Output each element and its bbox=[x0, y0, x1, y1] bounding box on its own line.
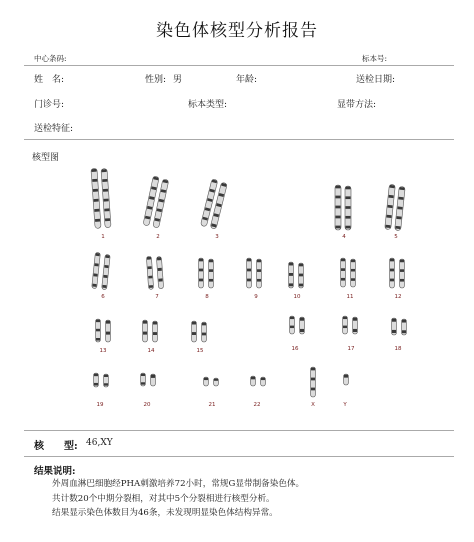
chromosome-label-14: 14 bbox=[147, 348, 155, 354]
chromosome-band bbox=[300, 329, 304, 332]
chromosome-band bbox=[91, 169, 96, 172]
chromosome-label-17: 17 bbox=[347, 346, 355, 352]
chromosome-band bbox=[400, 260, 404, 263]
chromosome-band bbox=[102, 179, 107, 182]
submit-date-label: 送检日期: bbox=[356, 75, 396, 85]
chromosome-label-5: 5 bbox=[394, 234, 398, 240]
chromosome-band bbox=[346, 196, 351, 199]
chromosome-label-22: 22 bbox=[253, 402, 261, 408]
chromatid bbox=[200, 179, 217, 227]
result-line-2: 共计数20个中期分裂相，对其中5个分裂相进行核型分析。 bbox=[52, 494, 275, 504]
chromosome-band bbox=[289, 283, 293, 286]
info-divider bbox=[24, 139, 454, 140]
chromosome-band bbox=[104, 375, 108, 377]
chromosome-band bbox=[300, 318, 304, 321]
chromosome-band bbox=[392, 319, 396, 322]
chromosome-pair-2 bbox=[143, 176, 169, 228]
chromosome-band bbox=[247, 269, 251, 272]
chromosome-band bbox=[397, 206, 402, 209]
chromosome-band bbox=[95, 219, 100, 222]
chromosome-pair-13 bbox=[96, 319, 111, 342]
center-code-label: 中心条码: bbox=[34, 54, 67, 63]
chromosome-band bbox=[346, 187, 351, 190]
chromosome-pair-Y bbox=[344, 374, 349, 385]
chromosome-band bbox=[211, 223, 217, 227]
chromatid bbox=[91, 168, 101, 228]
chromosome-band bbox=[147, 206, 152, 210]
chromosome-label-15: 15 bbox=[196, 348, 204, 354]
chromatid bbox=[143, 176, 159, 226]
chromosome-band bbox=[158, 268, 162, 271]
chromosome-band bbox=[299, 264, 303, 267]
chromosome-band bbox=[221, 183, 227, 187]
chromatid bbox=[247, 258, 252, 288]
chromosome-band bbox=[251, 377, 255, 380]
chromosome-band bbox=[390, 185, 395, 188]
chromosome-pair-21 bbox=[204, 377, 219, 386]
chromosome-band bbox=[207, 198, 212, 202]
chromosome-band bbox=[93, 189, 98, 192]
result-line-1: 外周血淋巴细胞经PHA刺激培养72小时，常规G显带制备染色体。 bbox=[52, 479, 305, 489]
chromatid bbox=[101, 169, 111, 228]
chromosome-band bbox=[96, 338, 100, 341]
chromosome-pair-7 bbox=[146, 256, 163, 290]
chromatid bbox=[141, 373, 146, 386]
chromatid bbox=[345, 186, 351, 230]
chromosome-label-21: 21 bbox=[208, 402, 216, 408]
chromosome-band bbox=[104, 383, 108, 385]
chromatid bbox=[299, 263, 304, 288]
chromosome-pair-12 bbox=[390, 258, 405, 288]
chromosome-band bbox=[388, 195, 393, 198]
chromosome-band bbox=[400, 279, 404, 282]
chromosome-label-4: 4 bbox=[342, 234, 346, 240]
chromosome-band bbox=[336, 186, 341, 189]
chromatid bbox=[400, 259, 405, 288]
chromosome-band bbox=[163, 180, 168, 184]
chromosome-label-18: 18 bbox=[394, 346, 402, 352]
chromosome-band bbox=[214, 379, 218, 381]
chromosome-band bbox=[396, 216, 401, 219]
chromatid bbox=[210, 182, 227, 229]
chromosome-band bbox=[92, 179, 97, 182]
karyotype-value: 46,XY bbox=[86, 438, 113, 448]
chromatid bbox=[395, 186, 406, 230]
chromosome-band bbox=[96, 329, 100, 332]
result-title: 结果说明: bbox=[34, 466, 76, 477]
chromosome-band bbox=[390, 259, 394, 262]
chromatid bbox=[202, 322, 207, 342]
chromosome-pair-3 bbox=[200, 179, 227, 229]
chromatid bbox=[311, 367, 316, 397]
chromosome-band bbox=[289, 273, 293, 276]
chromatid bbox=[209, 259, 214, 288]
chromosome-label-X: X bbox=[311, 402, 315, 408]
chromosome-band bbox=[214, 213, 220, 217]
chromosome-pair-X bbox=[311, 367, 316, 397]
chromosome-band bbox=[92, 284, 96, 287]
chromosome-band bbox=[143, 332, 147, 335]
sample-type-label: 标本类型: bbox=[188, 100, 228, 110]
chromosome-band bbox=[205, 207, 210, 211]
chromatid bbox=[390, 258, 395, 288]
chromosome-band bbox=[351, 269, 355, 272]
chromosome-band bbox=[385, 225, 390, 228]
chromatid bbox=[392, 318, 397, 335]
chromosome-band bbox=[106, 332, 110, 335]
chromatid bbox=[290, 316, 295, 334]
karyogram-divider bbox=[24, 430, 454, 431]
chromosome-band bbox=[202, 323, 206, 326]
chromosome-band bbox=[247, 259, 251, 262]
chromosome-band bbox=[219, 193, 225, 197]
chromosome-band bbox=[153, 177, 158, 181]
submit-features-label: 送检特征: bbox=[34, 124, 74, 134]
chromosome-band bbox=[343, 317, 347, 319]
chromosome-pair-11 bbox=[341, 258, 356, 287]
chromosome-band bbox=[209, 269, 213, 272]
chromosome-pair-17 bbox=[343, 316, 358, 334]
chromosome-band bbox=[157, 257, 161, 260]
chromosome-label-1: 1 bbox=[101, 234, 105, 240]
chromatid bbox=[192, 321, 197, 342]
chromosome-band bbox=[105, 255, 109, 258]
chromosome-band bbox=[192, 332, 196, 335]
chromatid bbox=[385, 184, 396, 229]
chromosome-band bbox=[158, 278, 162, 281]
chromatid bbox=[143, 320, 148, 342]
chromatid bbox=[151, 374, 156, 386]
outpatient-no-label: 门诊号: bbox=[34, 100, 65, 110]
chromosome-label-3: 3 bbox=[215, 234, 219, 240]
chromatid bbox=[335, 185, 341, 230]
chromosome-band bbox=[141, 374, 145, 376]
chromosome-band bbox=[212, 179, 217, 183]
chromosome-band bbox=[199, 279, 203, 282]
chromosome-band bbox=[392, 330, 396, 333]
chromosome-band bbox=[209, 260, 213, 263]
chromosome-pair-20 bbox=[141, 373, 156, 386]
chromosome-pair-19 bbox=[94, 373, 109, 387]
chromosome-band bbox=[398, 197, 403, 200]
chromosome-band bbox=[402, 320, 406, 323]
chromosome-pair-15 bbox=[192, 321, 207, 342]
chromosome-band bbox=[299, 284, 303, 287]
chromosome-band bbox=[390, 269, 394, 272]
chromosome-band bbox=[148, 266, 152, 269]
chromosome-band bbox=[386, 215, 391, 218]
chromosome-band bbox=[104, 208, 109, 211]
chromosome-band bbox=[336, 206, 341, 209]
chromatid bbox=[146, 256, 153, 289]
chromosome-band bbox=[216, 203, 222, 207]
chromosome-pair-16 bbox=[290, 316, 305, 334]
chromosome-band bbox=[96, 253, 100, 256]
chromosome-band bbox=[341, 259, 345, 262]
chromosome-band bbox=[289, 263, 293, 266]
banding-method-label: 显带方法: bbox=[337, 100, 377, 110]
chromosome-label-10: 10 bbox=[293, 294, 301, 300]
chromosome-pair-18 bbox=[392, 318, 407, 335]
chromatid bbox=[153, 321, 158, 342]
chromosome-band bbox=[104, 265, 108, 268]
chromosome-band bbox=[93, 273, 97, 276]
chromosome-label-13: 13 bbox=[99, 348, 107, 354]
chromatid bbox=[402, 319, 407, 335]
chromosome-label-9: 9 bbox=[254, 294, 258, 300]
chromatid bbox=[153, 179, 169, 228]
chromosome-label-6: 6 bbox=[101, 294, 105, 300]
chromosome-pair-1 bbox=[91, 168, 111, 229]
chromosome-band bbox=[149, 285, 153, 288]
sample-no-label: 标本号: bbox=[362, 54, 388, 63]
chromatid bbox=[102, 254, 111, 289]
chromosome-pair-14 bbox=[143, 320, 158, 342]
chromosome-band bbox=[353, 318, 357, 321]
chromosome-band bbox=[336, 196, 341, 199]
chromosome-band bbox=[399, 187, 404, 190]
chromatid bbox=[94, 373, 99, 387]
chromatid bbox=[204, 377, 209, 386]
chromosome-pair-9 bbox=[247, 258, 262, 288]
chromosome-band bbox=[148, 276, 152, 279]
chromosome-label-11: 11 bbox=[346, 294, 354, 300]
report-title: 染色体核型分析报告 bbox=[156, 21, 318, 41]
chromosome-band bbox=[336, 216, 341, 219]
chromosome-band bbox=[247, 279, 251, 282]
name-label: 姓 名: bbox=[34, 75, 65, 85]
chromosome-band bbox=[104, 199, 109, 202]
chromosome-band bbox=[102, 169, 107, 172]
chromatid bbox=[341, 258, 346, 287]
result-line-3: 结果显示染色体数目为46条，未发现明显染色体结构异常。 bbox=[52, 508, 278, 518]
chromosome-band bbox=[395, 226, 400, 229]
chromosome-label-20: 20 bbox=[143, 402, 151, 408]
chromosome-band bbox=[106, 321, 110, 324]
header-divider bbox=[24, 65, 454, 66]
chromosome-band bbox=[153, 322, 157, 325]
chromosome-band bbox=[94, 199, 99, 202]
chromosome-band bbox=[202, 333, 206, 336]
chromosome-label-7: 7 bbox=[155, 294, 159, 300]
chromosome-band bbox=[346, 226, 351, 229]
chromosome-band bbox=[155, 218, 160, 222]
chromosome-band bbox=[209, 279, 213, 282]
chromosome-band bbox=[159, 199, 164, 203]
chromosome-pair-5 bbox=[385, 184, 406, 230]
chromosome-band bbox=[161, 189, 166, 193]
chromosome-band bbox=[336, 226, 341, 229]
chromatid bbox=[156, 257, 163, 289]
sex-label: 性别: bbox=[145, 75, 167, 85]
chromosome-band bbox=[96, 320, 100, 323]
chromosome-label-19: 19 bbox=[96, 402, 104, 408]
chromosome-band bbox=[290, 317, 294, 319]
chromosome-band bbox=[147, 257, 151, 260]
chromosome-label-12: 12 bbox=[394, 294, 402, 300]
karyotype-label: 核 型: bbox=[34, 441, 78, 452]
chromosome-band bbox=[157, 208, 162, 212]
chromatid bbox=[104, 374, 109, 387]
chromatid bbox=[289, 262, 294, 288]
chromosome-band bbox=[346, 216, 351, 219]
chromosome-label-16: 16 bbox=[291, 346, 299, 352]
chromatid bbox=[300, 317, 305, 334]
chromosome-band bbox=[390, 279, 394, 282]
chromosome-band bbox=[151, 186, 156, 190]
chromosome-pair-10 bbox=[289, 262, 304, 288]
chromatid bbox=[199, 258, 204, 288]
chromatid bbox=[96, 319, 101, 342]
chromosome-band bbox=[192, 322, 196, 325]
chromosome-pair-22 bbox=[251, 376, 266, 386]
chromosome-band bbox=[343, 326, 347, 328]
karyogram-label: 核型图 bbox=[32, 153, 60, 163]
chromosome-band bbox=[257, 260, 261, 263]
chromosome-band bbox=[209, 189, 214, 193]
chromosome-band bbox=[94, 374, 98, 377]
chromatid bbox=[251, 376, 256, 386]
chromosome-band bbox=[261, 378, 265, 380]
chromatid bbox=[353, 317, 358, 334]
chromosome-label-Y: Y bbox=[343, 402, 347, 408]
chromosome-band bbox=[102, 285, 106, 288]
chromosome-band bbox=[351, 278, 355, 281]
chromosome-band bbox=[202, 217, 207, 221]
chromosome-band bbox=[299, 274, 303, 277]
chromosome-band bbox=[311, 368, 315, 371]
chromosome-band bbox=[199, 259, 203, 262]
chromosome-band bbox=[290, 326, 294, 328]
chromatid bbox=[92, 252, 101, 288]
chromatid bbox=[261, 377, 266, 386]
chromosome-band bbox=[346, 206, 351, 209]
chromatid bbox=[351, 259, 356, 287]
chromatid bbox=[343, 316, 348, 334]
chromosome-band bbox=[204, 378, 208, 380]
chromosome-band bbox=[402, 330, 406, 333]
chromatid bbox=[106, 320, 111, 342]
chromosome-label-8: 8 bbox=[205, 294, 209, 300]
chromosome-band bbox=[353, 329, 357, 332]
sex-value: 男 bbox=[173, 75, 183, 85]
chromosome-band bbox=[400, 269, 404, 272]
chromosome-band bbox=[143, 321, 147, 324]
chromosome-band bbox=[344, 375, 348, 378]
chromosome-pair-4 bbox=[335, 185, 351, 230]
chromosome-band bbox=[149, 196, 154, 200]
chromosome-band bbox=[311, 388, 315, 391]
chromosome-band bbox=[94, 209, 99, 212]
chromosome-band bbox=[341, 278, 345, 281]
chromatid bbox=[214, 378, 219, 386]
age-label: 年龄: bbox=[236, 75, 258, 85]
chromosome-band bbox=[153, 332, 157, 335]
chromosome-band bbox=[341, 268, 345, 271]
chromatid bbox=[344, 374, 349, 385]
chromosome-band bbox=[351, 260, 355, 263]
chromosome-pair-6 bbox=[92, 252, 111, 289]
chromosome-band bbox=[94, 263, 98, 266]
chromosome-band bbox=[151, 375, 155, 378]
chromosome-band bbox=[94, 383, 98, 386]
chromosome-band bbox=[103, 189, 108, 192]
chromosome-band bbox=[257, 269, 261, 272]
chromosome-band bbox=[103, 275, 107, 278]
chromosome-band bbox=[311, 378, 315, 381]
chromosome-band bbox=[387, 205, 392, 208]
chromosome-band bbox=[199, 269, 203, 272]
karyotype-divider bbox=[24, 456, 454, 457]
chromosome-band bbox=[105, 218, 110, 221]
chromosome-band bbox=[257, 279, 261, 282]
chromosome-band bbox=[141, 382, 145, 384]
chromosome-label-2: 2 bbox=[156, 234, 160, 240]
chromosome-pair-8 bbox=[199, 258, 214, 288]
chromosome-band bbox=[145, 216, 150, 220]
chromatid bbox=[257, 259, 262, 288]
